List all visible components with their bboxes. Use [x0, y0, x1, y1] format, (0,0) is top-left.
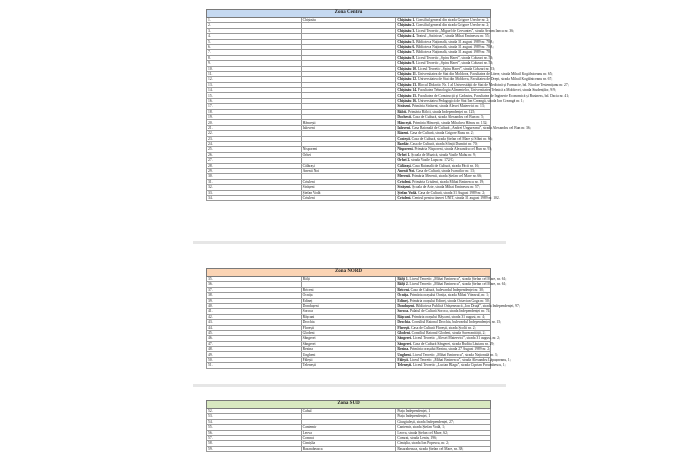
section-title: Zona SUD — [207, 401, 491, 409]
row-address: Chișinău 1. Consiliul general din strada Grigore Ureche nr. 2; — [397, 18, 490, 23]
row-address: Chișinău 5. Biblioteca Națională, strada 31 august 1989 nr. 78A; — [397, 39, 494, 44]
row-number: 6. — [207, 44, 302, 49]
row-address: Ialoveni. Casa Raională de Cultură „Andrei Ungureanu”, strada Alexandru cel Bun nr. 36; — [397, 125, 531, 130]
row-address: Briceni. Casa de Cultură, bulevardul Independenței nr. 30; — [396, 287, 491, 292]
row-address: Chișinău 14. Facultatea Tehnologia Alimentelor, Universitatea Tehnică a Moldovei, strada Studenților, 9/9; — [397, 88, 557, 93]
row-number: 36. — [207, 282, 302, 287]
row-number: 47. — [207, 341, 302, 346]
row-address: Orhei 1. Școala de Muzică, strada Vasile Mahu nr. 9; — [396, 152, 491, 157]
row-number: 28. — [207, 163, 302, 168]
row-address: Chișinău 12. Universitatea de Stat din Moldova, Facultatea de Drept, strada Mihail Kogălniceanu nr. 67; — [397, 77, 553, 82]
row-number: 48. — [207, 347, 302, 352]
row-address: Chișinău 9. Liceul Teoretic „Spiru Haret”, strada Cobzari nr. 53; — [397, 61, 494, 66]
table-row — [207, 195, 491, 200]
row-address: Basarabeasca, strada Ștefan cel Mare, nr. 38; — [396, 446, 491, 451]
row-address: Chișinău 7. Biblioteca Națională, strada 31 august 1989 nr. 78; — [397, 50, 491, 55]
row-number: 50. — [207, 357, 302, 362]
row-locality: Râșcani — [301, 314, 396, 319]
row-address: Orhei 2. strada Vasile Lupu nr. 172/C; — [396, 158, 491, 163]
row-address: Edineț. Primăria orașului Edineț, strada Octavian Goga nr. 50; — [397, 298, 490, 303]
row-address: Chișinău 16. Universitatea Pedagogică de Stat Ion Creangă, strada Ion Creangă nr. 1; — [397, 98, 524, 103]
row-number: 44. — [207, 325, 302, 330]
section-header — [207, 10, 491, 18]
row-locality: Sângerei — [301, 336, 396, 341]
row-number: 57. — [207, 435, 302, 440]
row-address: Cantemir, strada Ștefan Vodă, 1; — [396, 425, 491, 430]
row-address: Merenii. Primăria Merenii, strada Ștefan cel Mare nr. 66; — [396, 174, 491, 179]
row-address: Nisporeni. Primăria Nisporeni, strada Alexandru cel Bun nr. 93; — [397, 147, 493, 152]
row-number: 20. — [207, 120, 302, 125]
row-number: 26. — [207, 152, 302, 157]
row-locality: Ungheni — [301, 352, 396, 357]
row-locality: Nisporeni — [301, 147, 396, 152]
row-address: Dochesti. Casa de Cultură, strada Alexandru cel Bun nr. 5; — [396, 115, 491, 120]
row-number: 9. — [207, 61, 302, 66]
row-locality: Strășeni — [301, 185, 396, 190]
table-row — [207, 446, 491, 451]
row-address: Chișinău 11. Universitatea de Stat din Moldova, Facultatea de Litere, strada Mihail Kogălniceanu nr. 65; — [397, 72, 553, 76]
row-address: Rezina. Primăria orașului Rezina, strada 27 August 1989 nr. 2; — [397, 347, 491, 352]
row-address: Bardăr. Casa de Cultură, strada Sfinții Dumitri nr. 70; — [396, 141, 491, 146]
row-number: 12. — [207, 77, 302, 82]
row-number: 16. — [207, 98, 302, 103]
row-address: Drochia. Consiliul Raional Drochia, bulevardul Independenței, nr. 15; — [397, 320, 502, 325]
row-locality: Florești — [301, 325, 396, 330]
row-locality: Dondușeni — [301, 303, 396, 308]
row-address: Chișinău 15. Facultatea de Construcții și Cadastru, Facultatea de Inginerie Economică și Business, bd. Dacia nr. 41; — [397, 93, 570, 98]
row-number: 34. — [207, 195, 302, 200]
row-locality: Criuleni — [301, 179, 396, 184]
row-address: Anenii Noi. Casa de Cultură, strada Ivancilor nr. 13; — [396, 168, 491, 173]
row-locality: Ialoveni — [301, 125, 396, 130]
row-address: Cimișlia, strada Ion Popescu, nr. 2; — [396, 441, 491, 446]
row-locality: Anenii Noi — [301, 168, 396, 173]
row-number: 38. — [207, 293, 302, 298]
row-locality: Rezina — [301, 347, 396, 352]
row-address: Ștefan Vodă. Casa de Cultură, strada 31 August 1989 nr. 2; — [396, 190, 491, 195]
row-locality: Briceni — [301, 287, 396, 292]
row-address: Răzeni. Casa de Cultură, strada Grigore Rusu nr. 2; — [396, 131, 491, 136]
row-number: 32. — [207, 185, 302, 190]
row-number: 11. — [207, 71, 302, 76]
row-number: 10. — [207, 66, 302, 71]
row-locality: Ștefan Vodă — [301, 190, 396, 195]
row-address: Glodeni. Consiliul Raional Glodeni, strada Suveranității, 2; — [396, 330, 491, 335]
row-number: 41. — [207, 309, 302, 314]
section-title: Zona Centru — [207, 10, 491, 18]
row-locality: Drochia — [301, 320, 396, 325]
row-number: 23. — [207, 136, 302, 141]
row-number: 24. — [207, 141, 302, 146]
table-zona-centru — [206, 9, 570, 201]
row-locality: Sângerei — [301, 341, 396, 346]
row-locality: Soroca — [301, 309, 396, 314]
row-address: Sângerei. Casa de Cultură Sângerei, strada Budita Lăutaru nr. 29; — [397, 341, 495, 346]
row-address: Râșcani. Primăria orașului Râșcani, strada 31 august, nr. 4; — [396, 314, 491, 319]
row-number: 5. — [207, 39, 302, 44]
row-locality: Cahul — [301, 409, 396, 414]
row-address: Telenești. Liceul Teoretic „Lucian Blaga”, strada Ciprian Porumbescu, 1; — [397, 363, 506, 368]
row-address: Fălești. Liceul Teoretic „Mihai Eminescu”, strada Alexandru Lăpușneanu, 1; — [397, 357, 511, 362]
row-address: Criuleni. Centrul pentru tineret UNIT, strada 31 august 1989 nr. 102. — [397, 195, 500, 200]
row-address: Bălți 1. Liceul Teoretic „Mihai Eminescu”, strada Ștefan cel Mare, nr. 61; — [397, 277, 507, 282]
row-address: Bălcii. Primăria Bălcii, strada Independenței nr. 125; — [396, 109, 491, 114]
page-separator — [193, 241, 506, 244]
row-number: 29. — [207, 168, 302, 173]
row-address: Chișinău 4. Teatrul „Satiricus”, strada Mihai Eminescu nr. 55; — [397, 34, 490, 39]
row-address: Străseni. Primăria Străseni, strada Alexei Mateevici nr. 13; — [396, 104, 491, 109]
section-header — [207, 269, 491, 277]
row-number: 1. — [207, 18, 302, 23]
row-number: 3. — [207, 28, 302, 33]
row-locality: Cantemir — [301, 425, 396, 430]
row-locality: Fălești — [301, 357, 396, 362]
row-number: 55. — [207, 425, 302, 430]
row-number: 37. — [207, 287, 302, 292]
row-locality: Leova — [301, 430, 396, 435]
row-number: 35. — [207, 277, 302, 282]
row-address: Strășeni. Școala de Arte, strada Mihai Eminescu nr. 57; — [396, 185, 491, 190]
row-number: 18. — [207, 109, 302, 114]
row-number: 31. — [207, 179, 302, 184]
row-number: 59. — [207, 446, 302, 451]
row-number: 17. — [207, 104, 302, 109]
row-number: 43. — [207, 320, 302, 325]
row-locality: Chișinău — [301, 18, 396, 23]
row-number: 21. — [207, 125, 302, 130]
row-number: 42. — [207, 314, 302, 319]
row-number: 22. — [207, 131, 302, 136]
row-address: Chișinău 6. Biblioteca Națională, strada 31 august 1989 nr. 78A; — [397, 45, 494, 50]
row-number: 33. — [207, 190, 302, 195]
row-locality: Glodeni — [301, 330, 396, 335]
row-number: 4. — [207, 34, 302, 39]
row-address: Ungheni. Liceul Teoretic „Mihai Eminescu”, strada Națională nr. 3; — [397, 352, 498, 357]
row-number: 52. — [207, 409, 302, 414]
row-number: 56. — [207, 430, 302, 435]
row-number: 25. — [207, 147, 302, 152]
row-locality: Călărași — [301, 163, 396, 168]
row-address: Piața Independenței, 1 — [396, 414, 491, 419]
row-address: Chișinău 2. Consiliul general din strada Grigore Ureche nr. 2; — [397, 23, 490, 28]
row-address: Hâncești. Primăria Hâncești, strada Mihalcea Hâncu nr. 132; — [396, 120, 491, 125]
row-number: 30. — [207, 174, 302, 179]
row-number: 40. — [207, 303, 302, 308]
row-address: Costești. Casa de Cultură, strada Ștefan cel Mare și Sfânt nr. 66; — [397, 136, 493, 141]
row-number: 2. — [207, 23, 302, 28]
row-address: Giurgiulești, strada Independenței, 27; — [396, 419, 491, 424]
row-address: Chișinău 8. Liceul Teoretic „Spiru Haret”, strada Cobzari nr. 53; — [397, 55, 494, 60]
row-number: 58. — [207, 441, 302, 446]
row-number: 53. — [207, 414, 302, 419]
row-address: Chișinău 13. Blocul Didactic Nr. 1 al Universității de Stat de Medicină și Farmacie, bd. Nicolae Testemițanu nr. 27; — [397, 82, 569, 87]
row-address: Bălți 2. Liceul Teoretic „Mihai Eminescu”, strada Ștefan cel Mare, nr. 61; — [397, 282, 507, 287]
row-address: Călărași. Casa Raională de Cultură, strada Păcii nr. 16; — [396, 163, 491, 168]
row-address: Leova, strada Ștefan cel Mare, 62; — [396, 430, 491, 435]
row-locality: Basarabeasca — [301, 446, 396, 451]
row-number: 54. — [207, 419, 302, 424]
row-address: Chișinău 3. Liceul Teoretic „Miguel de Cervantes”, strada Avram Iancu nr. 36; — [397, 28, 515, 33]
row-number: 19. — [207, 115, 302, 120]
row-address: Comrat, strada Lenin, 196; — [396, 435, 491, 440]
row-number: 13. — [207, 82, 302, 87]
row-locality: Bălți — [301, 277, 396, 282]
row-locality: Criuleni — [301, 195, 396, 200]
row-locality: Edineț — [301, 298, 396, 303]
row-address: Florești. Casa de Cultură Florești, strada Școlii nr. 2; — [396, 325, 491, 330]
row-locality: Orhei — [301, 152, 396, 157]
row-locality: Comrat — [301, 435, 396, 440]
section-header — [207, 401, 491, 409]
row-number: 45. — [207, 330, 302, 335]
row-number: 8. — [207, 55, 302, 60]
row-locality: Cimișlia — [301, 441, 396, 446]
row-address: Dondușeni. Biblioteca Publică Orășenească „Ion Druță”, strada Independenței, 97; — [397, 304, 520, 309]
row-address: Piața Independenței, 1 — [396, 409, 491, 414]
table-zona-sud — [206, 400, 491, 452]
row-locality: Telenești — [301, 363, 396, 368]
row-number: 51. — [207, 363, 302, 368]
row-address: Sângerei. Liceul Teoretic „Alexei Mateevici”, strada 31 august, nr. 2; — [397, 336, 501, 341]
row-address: Chișinău 10. Liceul Teoretic „Spiru Haret”, strada Cobzari nr. 53; — [397, 66, 496, 71]
row-address: Ocnița. Primăria orașului Ocnița, strada Mihai Viteazul, nr. 1; — [397, 293, 489, 298]
page-separator — [193, 384, 506, 387]
row-locality: Ocnița — [301, 293, 396, 298]
row-number: 46. — [207, 336, 302, 341]
row-number: 27. — [207, 158, 302, 163]
row-number: 14. — [207, 88, 302, 93]
table-row — [207, 363, 491, 368]
row-address: Soroca. Palatul de Cultură Soroca, strada Independenței nr. 74; — [397, 309, 491, 314]
section-title: Zona NORD — [207, 269, 491, 277]
row-address: Criuleni. Primăria Criuleni, strada Mihai Eminescu nr. 19; — [396, 179, 491, 184]
row-number: 7. — [207, 50, 302, 55]
table-zona-nord — [206, 268, 520, 369]
row-number: 15. — [207, 93, 302, 98]
row-locality: Hâncești — [301, 120, 396, 125]
row-number: 39. — [207, 298, 302, 303]
row-number: 49. — [207, 352, 302, 357]
